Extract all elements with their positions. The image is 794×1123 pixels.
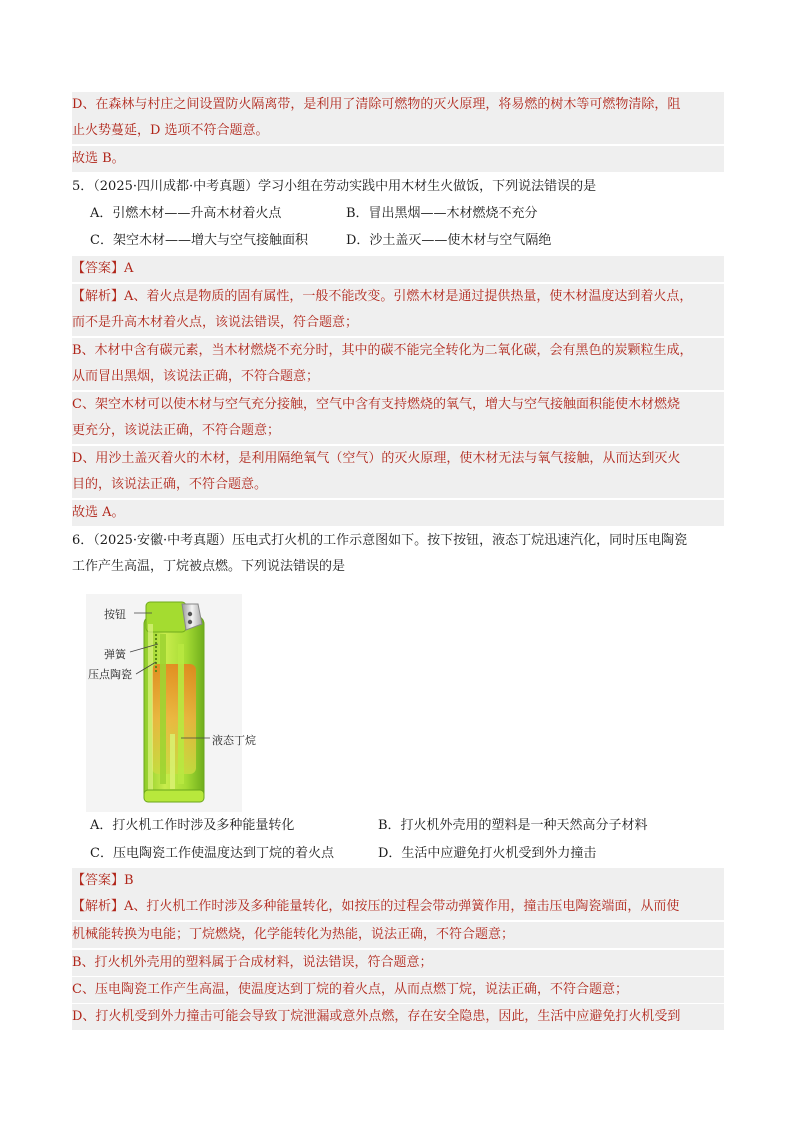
prev-analysis-d-line1: D、在森林与村庄之间设置防火隔离带，是利用了清除可燃物的灭火原理，将易燃的树木等可燃物清除，阻 bbox=[72, 92, 724, 118]
lighter-figure bbox=[86, 594, 256, 812]
q5-option-a: A．引燃木材——升高木材着火点 bbox=[90, 206, 282, 221]
label-button: 按钮 bbox=[104, 608, 126, 621]
q5-option-d: D．沙土盖灭——使木材与空气隔绝 bbox=[346, 233, 552, 248]
q6-analysis-line: 【解析】A、打火机工作时涉及多种能量转化，如按压的过程会带动弹簧作用，撞击压电陶瓷端面，从而使 bbox=[72, 894, 724, 920]
q5-option-b: B．冒出黑烟——木材燃烧不充分 bbox=[346, 206, 538, 221]
q6-option-b: B．打火机外壳用的塑料是一种天然高分子材料 bbox=[378, 818, 648, 833]
q5-analysis-line: B、木材中含有碳元素，当木材燃烧不充分时，其中的碳不能完全转化为二氧化碳，会有黑色的炭颗粒生成， bbox=[72, 338, 724, 364]
prev-analysis-d-line2: 止火势蔓延，D 选项不符合题意。 bbox=[72, 118, 724, 144]
q6-option-a: A．打火机工作时涉及多种能量转化 bbox=[90, 818, 295, 833]
q5-option-c: C．架空木材——增大与空气接触面积 bbox=[90, 233, 308, 248]
q5-answer: 【答案】A bbox=[72, 256, 724, 282]
q6-analysis-line: 机械能转换为电能；丁烷燃烧，化学能转化为热能，说法正确，不符合题意； bbox=[72, 922, 724, 948]
q5-analysis-line: 目的，该说法正确，不符合题意。 bbox=[72, 472, 724, 498]
q6-option-d: D．生活中应避免打火机受到外力撞击 bbox=[378, 846, 597, 861]
q5-analysis-line: 从而冒出黑烟，该说法正确，不符合题意； bbox=[72, 364, 724, 390]
lighter-illustration bbox=[86, 594, 242, 812]
q6-option-c: C．压电陶瓷工作使温度达到丁烷的着火点 bbox=[90, 846, 334, 861]
q6-stem-line1: 6．（2025·安徽·中考真题）压电式打火机的工作示意图如下。按下按钮，液态丁烷迅速汽化，同时压电陶瓷 bbox=[72, 533, 688, 548]
q6-analysis-line: C、压电陶瓷工作产生高温，使温度达到丁烷的着火点，从而点燃丁烷，说法正确，不符合题意； bbox=[72, 977, 724, 1003]
prev-choose: 故选 B。 bbox=[72, 146, 724, 172]
q6-answer: 【答案】B bbox=[72, 868, 724, 894]
q5-choose: 故选 A。 bbox=[72, 500, 724, 526]
label-spring: 弹簧 bbox=[104, 648, 126, 661]
q5-analysis-line: 【解析】A、着火点是物质的固有属性，一般不能改变。引燃木材是通过提供热量，使木材温度达到着火点， bbox=[72, 284, 724, 310]
label-butane: 液态丁烷 bbox=[212, 734, 256, 747]
q6-analysis-line: D、打火机受到外力撞击可能会导致丁烷泄漏或意外点燃，存在安全隐患，因此，生活中应避免打火机受到 bbox=[72, 1004, 724, 1030]
label-ceramic: 压点陶瓷 bbox=[88, 668, 132, 681]
q5-analysis-line: 而不是升高木材着火点，该说法错误，符合题意； bbox=[72, 310, 724, 336]
q5-analysis-line: C、架空木材可以使木材与空气充分接触，空气中含有支持燃烧的氧气，增大与空气接触面积能使木材燃烧 bbox=[72, 392, 724, 418]
q5-analysis-line: D、用沙土盖灭着火的木材，是利用隔绝氧气（空气）的灭火原理，使木材无法与氧气接触，从而达到灭火 bbox=[72, 446, 724, 472]
q6-stem-line2: 工作产生高温，丁烷被点燃。下列说法错误的是 bbox=[72, 559, 346, 574]
q6-analysis-line: B、打火机外壳用的塑料属于合成材料，说法错误，符合题意； bbox=[72, 950, 724, 976]
q5-stem: 5．（2025·四川成都·中考真题）学习小组在劳动实践中用木材生火做饭，下列说法错误的是 bbox=[72, 179, 597, 194]
q5-analysis-line: 更充分，该说法正确，不符合题意； bbox=[72, 418, 724, 444]
